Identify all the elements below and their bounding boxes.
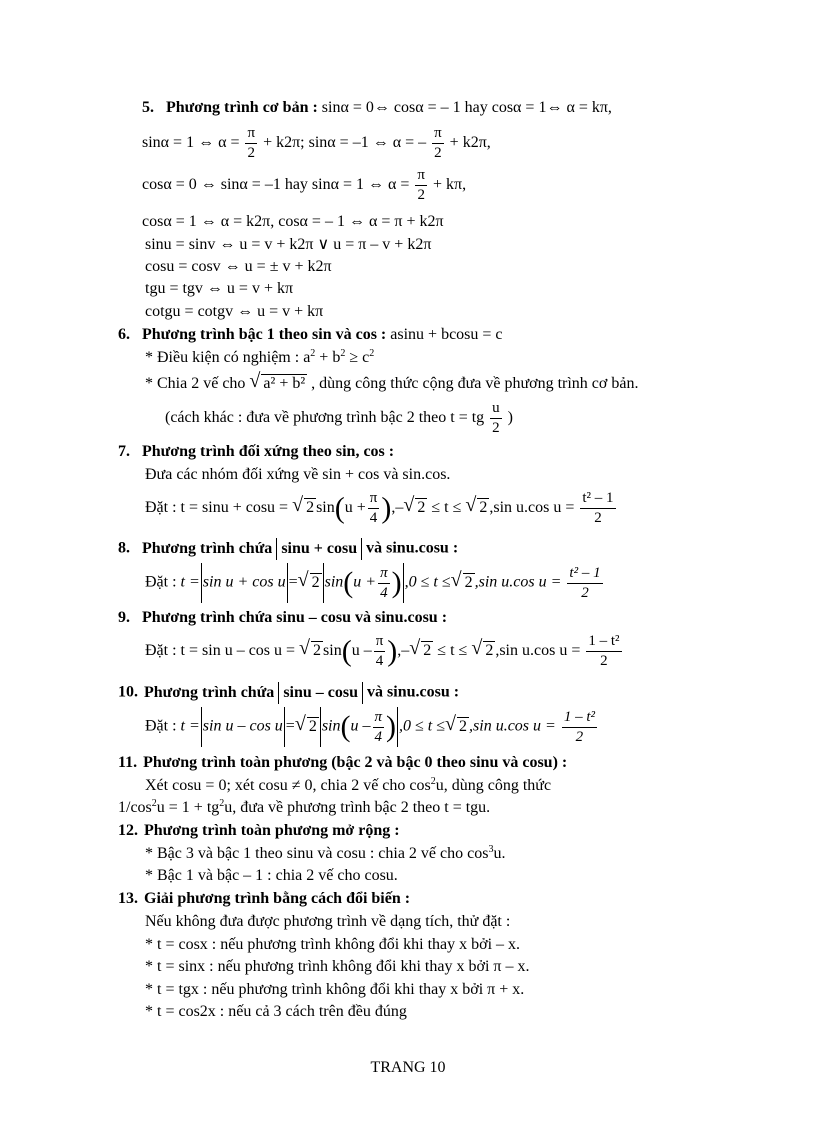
bullet-item: * Bậc 1 và bậc – 1 : chia 2 vế cho cosu. bbox=[145, 867, 398, 884]
section-5-heading bbox=[142, 100, 612, 116]
formula-line: cosα = 1 ⇔ α = k2π, cosα = – 1 ⇔ α = π + k2π bbox=[142, 213, 444, 230]
formula-line: asinu + bcosu = c bbox=[390, 326, 503, 343]
section-8-heading: 8. Phương trình chứa sinu + cosu và sinu.cosu : bbox=[118, 538, 458, 560]
section-9-heading bbox=[118, 610, 447, 626]
section-number: 13. bbox=[118, 890, 138, 907]
section-11-heading bbox=[118, 755, 567, 771]
fraction: $\frac{\pi}{2}$ bbox=[417, 167, 425, 203]
section-number: 9. bbox=[118, 609, 130, 626]
section-6-heading bbox=[118, 327, 503, 343]
section-number: 10. bbox=[118, 683, 138, 701]
section-title: Phương trình đối xứng theo sin, cos : bbox=[142, 443, 395, 460]
bullet-item: * t = cos2x : nếu cả 3 cách trên đều đúng bbox=[145, 1003, 407, 1020]
bullet-item: * t = tgx : nếu phương trình không đổi khi thay x bởi π + x. bbox=[145, 981, 525, 998]
formula-line: Đặt : t = sinu + cosu = √ 2 sin(u + $\frac{\pi}{4}$ ),– √ 2 ≤ t ≤ √ 2 ,sin u.cos u = $\frac{\text{t² – 1}}{2}$ bbox=[145, 490, 614, 526]
section-title: Giải phương trình bằng cách đổi biến : bbox=[144, 890, 411, 907]
section-7-heading bbox=[118, 444, 394, 460]
bullet-item: * Điều kiện có nghiệm : $a^2 + b^2 \ge c^2$ bbox=[145, 348, 375, 366]
section-title: Phương trình toàn phương (bậc 2 và bậc 0 theo sinu và cosu) : bbox=[143, 754, 568, 771]
formula-line: Đặt : t = sin u – cos u = √ 2 sin(u – $\frac{\pi}{4}$ ) ,0 ≤ t ≤ √ 2 ,sin u.cos u = $\frac{\text{1 – t²}}{2}$ bbox=[145, 707, 599, 747]
bullet-item: * t = sinx : nếu phương trình không đổi khi thay x bởi π – x. bbox=[145, 958, 530, 975]
sqrt-expression: √ a² + b² bbox=[249, 370, 306, 392]
section-number: 8. bbox=[118, 539, 130, 557]
fraction: $\frac{\pi}{2}$ bbox=[434, 125, 442, 161]
bullet-item: * Bậc 3 và bậc 1 theo sinu và cosu : chia 2 vế cho $\cos^3u$. bbox=[145, 844, 506, 862]
section-13-heading bbox=[118, 891, 410, 907]
text-line: Nếu không đưa được phương trình về dạng tích, thử đặt : bbox=[145, 913, 511, 930]
text-line: Xét cosu = 0; xét cosu ≠ 0, chia 2 vế cho $\cos^2u$, dùng công thức bbox=[145, 776, 552, 794]
section-number: 12. bbox=[118, 822, 138, 839]
section-title: Phương trình cơ bản : bbox=[166, 99, 318, 116]
section-10-heading: 10. Phương trình chứa sinu – cosu và sinu.cosu : bbox=[118, 682, 459, 704]
formula-line: sinα = 0⇔ cosα = – 1 hay cosα = 1⇔ α = kπ, bbox=[321, 99, 612, 116]
formula-line: tgu = tgv ⇔ u = v + kπ bbox=[145, 280, 294, 297]
section-number: 6. bbox=[118, 326, 130, 343]
section-number: 11. bbox=[118, 754, 138, 771]
formula-line: cosu = cosv ⇔ u = ± v + k2π bbox=[145, 258, 332, 275]
bullet-item: * Chia 2 vế cho √ a² + b² , dùng công thức cộng đưa về phương trình cơ bản. bbox=[145, 370, 639, 392]
formula-line: Đặt : t = sin u – cos u = √ 2 sin(u – $\frac{\pi}{4}$ ),– √ 2 ≤ t ≤ √ 2 ,sin u.cos u = $\frac{\text{1 – t²}}{2}$ bbox=[145, 633, 620, 669]
section-title: Phương trình chứa sinu – cosu và sinu.cosu : bbox=[142, 609, 448, 626]
bullet-item: * t = cosx : nếu phương trình không đổi khi thay x bởi – x. bbox=[145, 936, 521, 953]
section-12-heading bbox=[118, 823, 400, 839]
section-title: Phương trình toàn phương mở rộng : bbox=[144, 822, 400, 839]
fraction: $\frac{\pi}{2}$ bbox=[247, 125, 256, 161]
page-number: TRANG 10 bbox=[370, 1059, 446, 1076]
absolute-value: sinu – cosu bbox=[278, 682, 363, 704]
text-line: Đưa các nhóm đối xứng về sin + cos và sin.cos. bbox=[145, 466, 451, 483]
formula-line: sinu = sinv ⇔ u = v + k2π ∨ u = π – v + k2π bbox=[145, 236, 432, 253]
formula-line: cosα = 0 ⇔ sinα = –1 hay sinα = 1 ⇔ α = $\frac{\pi}{2}$ + kπ, bbox=[142, 167, 467, 203]
section-title: Phương trình bậc 1 theo sin và cos : bbox=[142, 326, 387, 343]
section-number: 7. bbox=[118, 443, 130, 460]
text-line: $1/\cos^2u = 1 + tg^2u$, đưa về phương trình bậc 2 theo t = tgu. bbox=[118, 798, 491, 816]
absolute-value: sinu + cosu bbox=[276, 538, 362, 560]
fraction: $\frac{u}{2}$ bbox=[492, 400, 500, 436]
section-number: 5. bbox=[142, 99, 154, 116]
formula-line: cotgu = cotgv ⇔ u = v + kπ bbox=[145, 303, 324, 320]
formula-line: Đặt : t = sin u + cos u = √ 2 sin(u + $\frac{\pi}{4}$ ) ,0 ≤ t ≤ √ 2 ,sin u.cos u = $\frac{\text{t² – 1}}{2}$ bbox=[145, 563, 605, 603]
note-line: (cách khác : đưa về phương trình bậc 2 theo t = tg $\frac{u}{2}$ ) bbox=[165, 400, 513, 436]
formula-line: sinα = 1 ⇔ α = $\frac{\pi}{2}$ + k2π; sinα = –1 ⇔ α = – $\frac{\pi}{2}$ + k2π, bbox=[142, 125, 491, 161]
